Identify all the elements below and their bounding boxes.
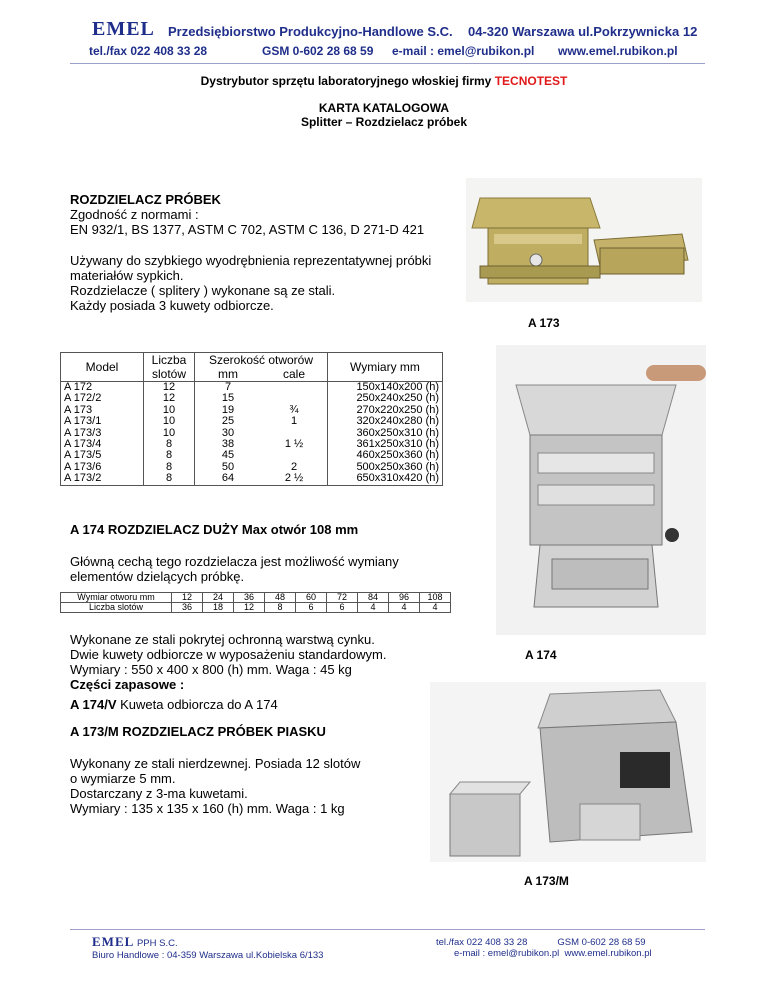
splitter-a174-illustration	[496, 345, 706, 635]
model-cell-slots: 10	[144, 428, 195, 439]
model-cell-inch: 1	[261, 416, 328, 427]
slot-count-cell: 4	[389, 603, 420, 613]
slot-count-cell: 12	[234, 603, 265, 613]
model-cell-model: A 173/6	[61, 462, 144, 473]
model-cell-mm: 7	[195, 382, 262, 394]
spare-part-line	[70, 697, 278, 712]
model-cell-dims: 270x220x250 (h)	[328, 405, 443, 416]
section3-desc-4: Wymiary : 135 x 135 x 160 (h) mm. Waga : 1 kg	[70, 801, 345, 816]
section2-desc-5: Wymiary : 550 x 400 x 800 (h) mm. Waga : 45 kg	[70, 662, 352, 677]
model-cell-slots: 12	[144, 393, 195, 404]
models-table-body	[61, 382, 443, 486]
model-cell-slots: 8	[144, 462, 195, 473]
section2-desc-2: elementów dzielących próbkę.	[70, 569, 245, 584]
footer-brand: EMEL	[92, 934, 135, 949]
model-cell-mm: 45	[195, 450, 262, 461]
section-a173m	[70, 724, 500, 816]
slot-count-cell: 18	[203, 603, 234, 613]
section2-desc-1: Główną cechą tego rozdzielacza jest możliwość wymiany	[70, 554, 399, 569]
slots-table	[60, 592, 451, 613]
spare-part-text: Kuweta odbiorcza do A 174	[120, 697, 278, 712]
model-cell-model: A 173/3	[61, 428, 144, 439]
section-rozdzielacz	[70, 192, 500, 313]
section1-heading: ROZDZIELACZ PRÓBEK	[70, 192, 221, 207]
section-a174	[70, 522, 500, 584]
model-cell-mm: 38	[195, 439, 262, 450]
distributor-text: Dystrybutor sprzętu laboratoryjnego włoskiej firmy	[200, 74, 492, 88]
catalog-title: KARTA KATALOGOWA	[318, 101, 450, 115]
model-cell-mm: 30	[195, 428, 262, 439]
catalog-subtitle: Splitter – Rozdzielacz próbek	[300, 115, 468, 129]
company-name: Przedsiębiorstwo Produkcyjno-Handlowe S.C.	[168, 24, 453, 39]
slot-count-cell: 6	[296, 603, 327, 613]
model-cell-model: A 173	[61, 405, 144, 416]
footer-company: PPH S.C.	[136, 938, 178, 949]
footer-gsm: GSM 0-602 28 68 59	[557, 937, 646, 948]
section2-desc-4: Dwie kuwety odbiorcze w wyposażeniu standardowym.	[70, 647, 387, 662]
slot-size-cell: 24	[203, 593, 234, 603]
footer-www: www.emel.rubikon.pl	[564, 948, 652, 959]
model-cell-inch: ¾	[261, 405, 328, 416]
company-address: 04-320 Warszawa ul.Pokrzywnicka 12	[468, 24, 698, 39]
model-row	[61, 416, 443, 427]
model-cell-slots: 10	[144, 405, 195, 416]
model-cell-inch: 2	[261, 462, 328, 473]
slot-count-cell: 8	[265, 603, 296, 613]
slot-count-cell: 4	[420, 603, 451, 613]
distributor-line	[0, 74, 768, 88]
model-cell-dims: 360x250x310 (h)	[328, 428, 443, 439]
model-cell-model: A 173/1	[61, 416, 144, 427]
model-cell-mm: 50	[195, 462, 262, 473]
model-cell-model: A 173/4	[61, 439, 144, 450]
model-cell-slots: 8	[144, 473, 195, 485]
section1-desc-2: materiałów sypkich.	[70, 268, 184, 283]
col-mm: mm	[195, 367, 262, 382]
model-cell-model: A 173/5	[61, 450, 144, 461]
model-cell-inch: 2 ½	[261, 473, 328, 485]
slots-table-count-row	[61, 603, 451, 613]
footer-left	[92, 934, 323, 961]
footer-office: Biuro Handlowe : 04-359 Warszawa ul.Kobielska 6/133	[92, 950, 324, 961]
footer-email: e-mail : emel@rubikon.pl	[454, 948, 560, 959]
slot-count-cell: 6	[327, 603, 358, 613]
photo-a174-caption: A 174	[525, 648, 557, 662]
model-row	[61, 473, 443, 485]
slot-size-cell: 36	[234, 593, 265, 603]
footer-right	[436, 937, 708, 959]
header-gsm: GSM 0-602 28 68 59	[262, 44, 374, 58]
model-cell-dims: 500x250x360 (h)	[328, 462, 443, 473]
col-model: Model	[61, 353, 144, 382]
norms-list: EN 932/1, BS 1377, ASTM C 702, ASTM C 136, D 271-D 421	[70, 222, 425, 237]
header-rule	[70, 63, 705, 64]
section1-desc-3: Rozdzielacze ( splitery ) wykonane są ze stali.	[70, 283, 336, 298]
footer-tel: tel./fax 022 408 33 28	[436, 937, 528, 948]
slot-size-cell: 108	[420, 593, 451, 603]
photo-a173	[466, 178, 702, 302]
header-tel: tel./fax 022 408 33 28	[89, 44, 208, 58]
spare-parts-label: Części zapasowe :	[70, 677, 185, 692]
section2-heading: A 174 ROZDZIELACZ DUŻY Max otwór 108 mm	[70, 522, 359, 537]
slot-size-cell: 60	[296, 593, 327, 603]
model-cell-dims: 650x310x420 (h)	[328, 473, 443, 485]
footer-rule	[70, 929, 705, 930]
section3-desc-1: Wykonany ze stali nierdzewnej. Posiada 12 slotów	[70, 756, 361, 771]
section3-desc-2: o wymiarze 5 mm.	[70, 771, 176, 786]
models-table	[60, 352, 443, 486]
norms-label: Zgodność z normami :	[70, 207, 199, 222]
section3-heading: A 173/M ROZDZIELACZ PRÓBEK PIASKU	[70, 724, 326, 739]
models-table-header	[61, 353, 443, 368]
slot-size-cell: 96	[389, 593, 420, 603]
slot-size-cell: 84	[358, 593, 389, 603]
slots-count-label: Liczba slotów	[61, 603, 172, 613]
model-cell-mm: 19	[195, 405, 262, 416]
photo-a173m-caption: A 173/M	[524, 874, 569, 888]
col-inch: cale	[261, 367, 328, 382]
model-cell-mm: 15	[195, 393, 262, 404]
col-dims: Wymiary mm	[328, 353, 443, 382]
section1-desc-1: Używany do szybkiego wyodrębnienia reprezentatywnej próbki	[70, 253, 432, 268]
model-cell-mm: 25	[195, 416, 262, 427]
model-cell-model: A 172	[61, 382, 144, 394]
section1-desc-4: Każdy posiada 3 kuwety odbiorcze.	[70, 298, 274, 313]
slot-count-cell: 36	[172, 603, 203, 613]
model-cell-inch: 1 ½	[261, 439, 328, 450]
model-cell-dims: 250x240x250 (h)	[328, 393, 443, 404]
model-cell-dims: 320x240x280 (h)	[328, 416, 443, 427]
slots-table-sizes-row	[61, 593, 451, 603]
header-www: www.emel.rubikon.pl	[558, 44, 678, 58]
model-cell-model: A 172/2	[61, 393, 144, 404]
splitter-a173-illustration	[466, 178, 702, 302]
model-cell-model: A 173/2	[61, 473, 144, 485]
section2-desc-3: Wykonane ze stali pokrytej ochronną warstwą cynku.	[70, 632, 375, 647]
slot-count-cell: 4	[358, 603, 389, 613]
model-cell-dims: 150x140x200 (h)	[328, 382, 443, 394]
model-cell-dims: 460x250x360 (h)	[328, 450, 443, 461]
header-email: e-mail : emel@rubikon.pl	[392, 44, 535, 58]
model-cell-mm: 64	[195, 473, 262, 485]
col-width: Szerokość otworów	[195, 353, 328, 368]
col-slots-2: slotów	[144, 367, 195, 382]
slot-size-cell: 12	[172, 593, 203, 603]
model-cell-inch	[261, 382, 328, 394]
model-cell-slots: 8	[144, 450, 195, 461]
slot-size-cell: 72	[327, 593, 358, 603]
spare-part-code: A 174/V	[70, 697, 117, 712]
tecnotest-brand: TECNOTEST	[494, 74, 568, 88]
col-slots-1: Liczba	[144, 353, 195, 368]
slot-size-cell: 48	[265, 593, 296, 603]
section3-desc-3: Dostarczany z 3-ma kuwetami.	[70, 786, 248, 801]
model-cell-slots: 12	[144, 382, 195, 394]
photo-a174	[496, 345, 706, 635]
model-cell-slots: 10	[144, 416, 195, 427]
brand-logo: EMEL	[92, 18, 155, 40]
model-cell-slots: 8	[144, 439, 195, 450]
slots-size-label: Wymiar otworu mm	[61, 593, 172, 603]
photo-a173-caption: A 173	[528, 316, 560, 330]
model-cell-dims: 361x250x310 (h)	[328, 439, 443, 450]
